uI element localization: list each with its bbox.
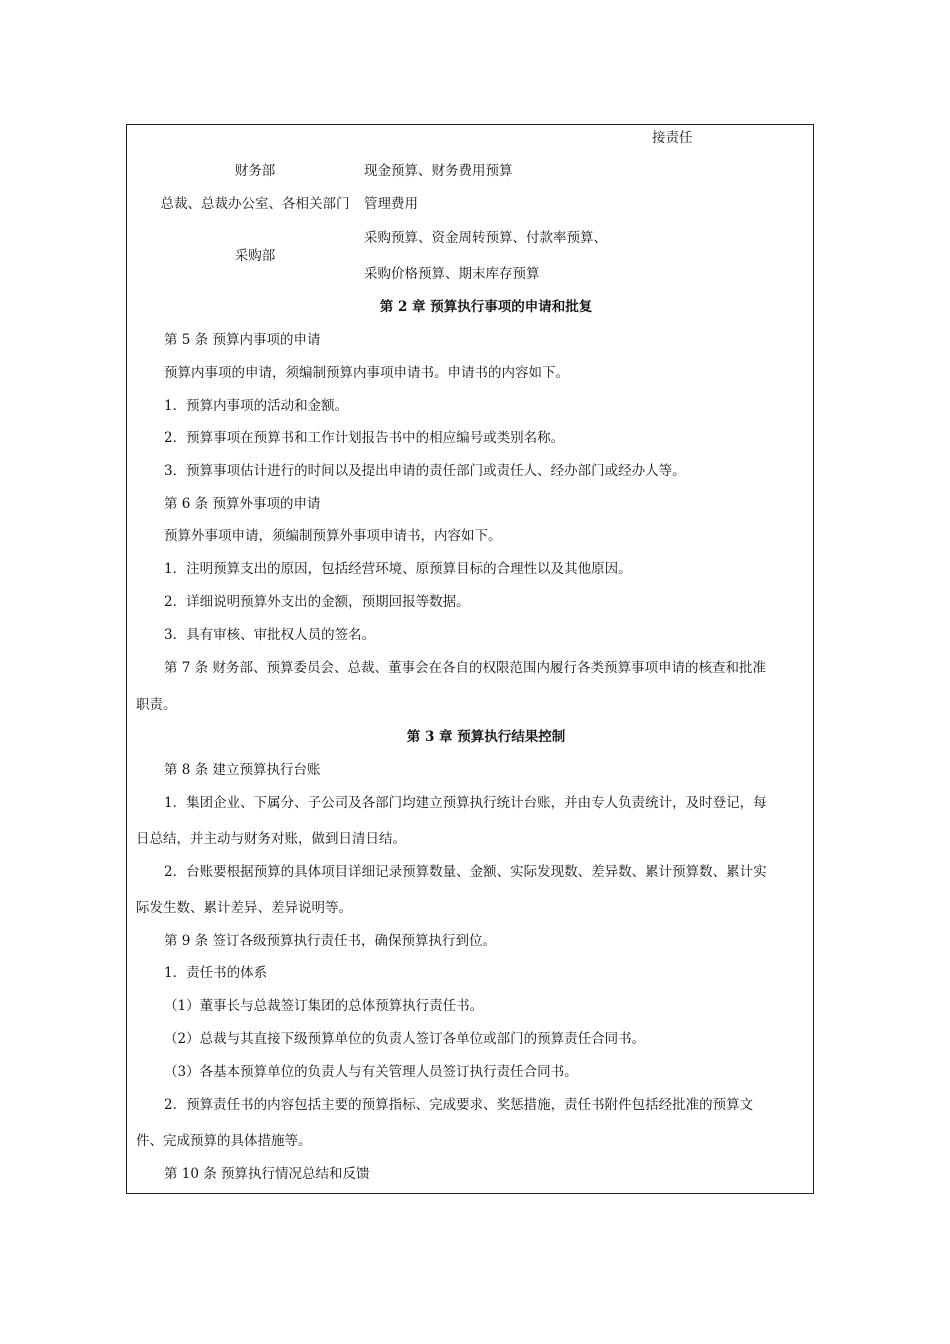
article-6-item-2: 2．详细说明预算外支出的金额，预期回报等数据。 bbox=[164, 594, 470, 610]
article-6-intro: 预算外事项申请，须编制预算外事项申请书，内容如下。 bbox=[164, 528, 502, 544]
article-7-line-1: 第 7 条 财务部、预算委员会、总裁、董事会在各自的权限范围内履行各类预算事项申请的核查和批准 bbox=[164, 660, 766, 676]
article-6-item-3: 3．具有审核、审批权人员的签名。 bbox=[164, 627, 376, 643]
article-5-item-1: 1．预算内事项的活动和金额。 bbox=[164, 398, 349, 414]
article-5-item-2: 2．预算事项在预算书和工作计划报告书中的相应编号或类别名称。 bbox=[164, 430, 565, 446]
article-10-title: 第 10 条 预算执行情况总结和反馈 bbox=[164, 1166, 370, 1182]
chapter-2-title: 第 2 章 预算执行事项的申请和批复 bbox=[379, 299, 593, 315]
table-duty-purchasing-1: 采购预算、资金周转预算、付款率预算、 bbox=[364, 230, 607, 246]
article-6-item-1: 1．注明预算支出的原因，包括经营环境、原预算目标的合理性以及其他原因。 bbox=[164, 561, 632, 577]
article-5-intro: 预算内事项的申请，须编制预算内事项申请书。申请书的内容如下。 bbox=[164, 365, 569, 381]
article-9-p2-line-2: 件、完成预算的具体措施等。 bbox=[136, 1133, 312, 1149]
article-5-title: 第 5 条 预算内事项的申请 bbox=[164, 332, 321, 348]
chapter-3-title: 第 3 章 预算执行结果控制 bbox=[406, 729, 566, 745]
table-dept-finance: 财务部 bbox=[234, 163, 276, 179]
article-9-p2-line-1: 2．预算责任书的内容包括主要的预算指标、完成要求、奖惩措施，责任书附件包括经批准的预算文 bbox=[164, 1097, 754, 1113]
article-6-title: 第 6 条 预算外事项的申请 bbox=[164, 496, 321, 512]
article-5-item-3: 3．预算事项估计进行的时间以及提出申请的责任部门或责任人、经办部门或经办人等。 bbox=[164, 463, 686, 479]
table-dept-ceo: 总裁、总裁办公室、各相关部门 bbox=[160, 196, 350, 212]
table-dept-purchasing: 采购部 bbox=[234, 248, 276, 264]
article-8-p2-line-1: 2．台账要根据预算的具体项目详细记录预算数量、金额、实际发现数、差异数、累计预算数、累计实 bbox=[164, 864, 767, 880]
article-9-item-3: （3）各基本预算单位的负责人与有关管理人员签订执行责任合同书。 bbox=[164, 1064, 578, 1080]
article-9-sub-1: 1．责任书的体系 bbox=[164, 965, 268, 981]
table-duty-ceo: 管理费用 bbox=[364, 196, 418, 212]
table-continued-text: 接责任 bbox=[652, 130, 693, 146]
article-8-p1-line-2: 日总结，并主动与财务对账，做到日清日结。 bbox=[136, 831, 406, 847]
article-8-title: 第 8 条 建立预算执行台账 bbox=[164, 762, 321, 778]
article-9-title: 第 9 条 签订各级预算执行责任书，确保预算执行到位。 bbox=[164, 933, 496, 949]
article-8-p2-line-2: 际发生数、累计差异、差异说明等。 bbox=[136, 900, 352, 916]
table-duty-finance: 现金预算、财务费用预算 bbox=[364, 163, 513, 179]
article-7-line-2: 职责。 bbox=[136, 697, 177, 713]
article-9-item-1: （1）董事长与总裁签订集团的总体预算执行责任书。 bbox=[164, 998, 484, 1014]
article-9-item-2: （2）总裁与其直接下级预算单位的负责人签订各单位或部门的预算责任合同书。 bbox=[164, 1031, 646, 1047]
table-duty-purchasing-2: 采购价格预算、期末库存预算 bbox=[364, 266, 540, 282]
article-8-p1-line-1: 1．集团企业、下属分、子公司及各部门均建立预算执行统计台账，并由专人负责统计，及时登记，每 bbox=[164, 795, 767, 811]
